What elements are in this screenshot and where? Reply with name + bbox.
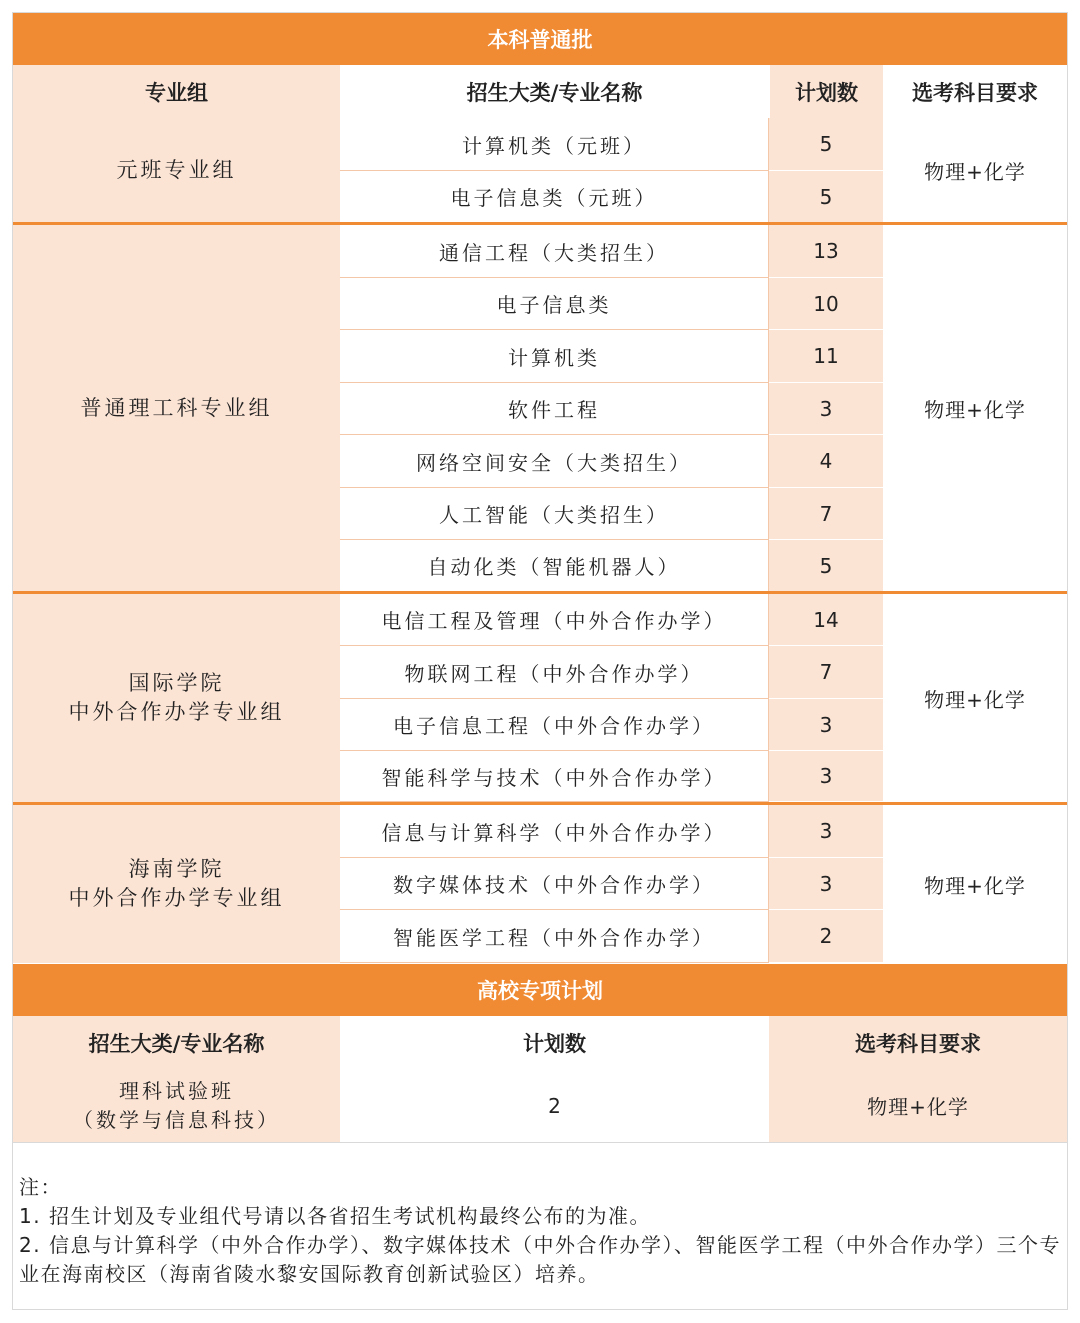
count-cell: 10 [769,278,883,330]
major-cell: 人工智能（大类招生） [340,488,769,540]
requirement-cell: 物理+化学 [883,118,1067,223]
major-cell: 智能医学工程（中外合作办学） [340,910,769,963]
count-cell: 5 [769,540,883,592]
group-name-line: 中外合作办学专业组 [68,886,285,910]
major-cell: 电子信息工程（中外合作办学） [340,699,769,751]
notes-divider [13,1142,1067,1143]
group-name-yuanban [13,118,340,223]
section1-title: 本科普通批 [13,13,1067,65]
major-cell: 软件工程 [340,383,769,435]
group-name-line: 元班专业组 [116,158,237,182]
group-name-line: 普通理工科专业组 [80,396,273,420]
special-plan-major [13,1069,340,1142]
major-cell: 计算机类 [340,330,769,383]
header-plan-count: 计划数 [340,1016,769,1069]
special-plan-count: 2 [340,1069,769,1142]
major-cell: 物联网工程（中外合作办学） [340,646,769,699]
count-cell: 7 [769,488,883,540]
group-name-line: 海南学院 [128,857,225,881]
admission-plan-table [12,12,1068,1310]
requirement-cell: 物理+化学 [883,225,1067,592]
major-cell: 通信工程（大类招生） [340,225,769,278]
major-cell: 数字媒体技术（中外合作办学） [340,858,769,910]
group-name-international-college [13,594,340,802]
count-cell: 3 [769,805,883,858]
major-cell: 自动化类（智能机器人） [340,540,769,592]
count-cell: 3 [769,699,883,751]
notes [19,1173,1063,1289]
count-cell: 3 [769,858,883,910]
group-name-line: 中外合作办学专业组 [68,700,285,724]
count-cell: 3 [769,383,883,435]
count-cell: 7 [769,646,883,699]
count-cell: 5 [769,118,883,171]
special-plan-requirement: 物理+化学 [769,1069,1067,1142]
count-cell: 14 [769,594,883,646]
count-cell: 2 [769,910,883,963]
requirement-cell: 物理+化学 [883,594,1067,802]
group-name-hainan-college [13,805,340,963]
requirement-cell: 物理+化学 [883,805,1067,963]
count-cell: 13 [769,225,883,278]
count-cell: 11 [769,330,883,383]
header-plan-count: 计划数 [769,65,883,118]
major-cell: 信息与计算科学（中外合作办学） [340,805,769,858]
count-cell: 5 [769,171,883,223]
section2-title: 高校专项计划 [13,964,1067,1016]
major-cell: 电信工程及管理（中外合作办学） [340,594,769,646]
major-cell: 网络空间安全（大类招生） [340,435,769,488]
header-subject-requirement: 选考科目要求 [769,1016,1067,1069]
note-item-1: 1. 招生计划及专业组代号请以各省招生考试机构最终公布的为准。 [19,1204,651,1228]
group-name-line: 国际学院 [128,671,225,695]
major-cell: 电子信息类（元班） [340,171,769,223]
note-item-2: 2. 信息与计算科学（中外合作办学）、数字媒体技术（中外合作办学）、智能医学工程（中外合作办学）三个专业在海南校区（海南省陵水黎安国际教育创新试验区）培养。 [19,1233,1061,1286]
header-major-name: 招生大类/专业名称 [13,1016,340,1069]
major-cell: 电子信息类 [340,278,769,330]
major-line: 理科试验班 [119,1078,234,1103]
major-cell: 计算机类（元班） [340,118,769,171]
major-cell: 智能科学与技术（中外合作办学） [340,751,769,802]
header-major-group: 专业组 [13,65,340,118]
header-major-name: 招生大类/专业名称 [340,65,769,118]
notes-heading: 注： [19,1175,62,1199]
header-subject-requirement: 选考科目要求 [883,65,1067,118]
count-cell: 3 [769,751,883,802]
major-line: （数学与信息科技） [73,1107,280,1132]
group-name-general-engineering [13,225,340,592]
count-cell: 4 [769,435,883,488]
